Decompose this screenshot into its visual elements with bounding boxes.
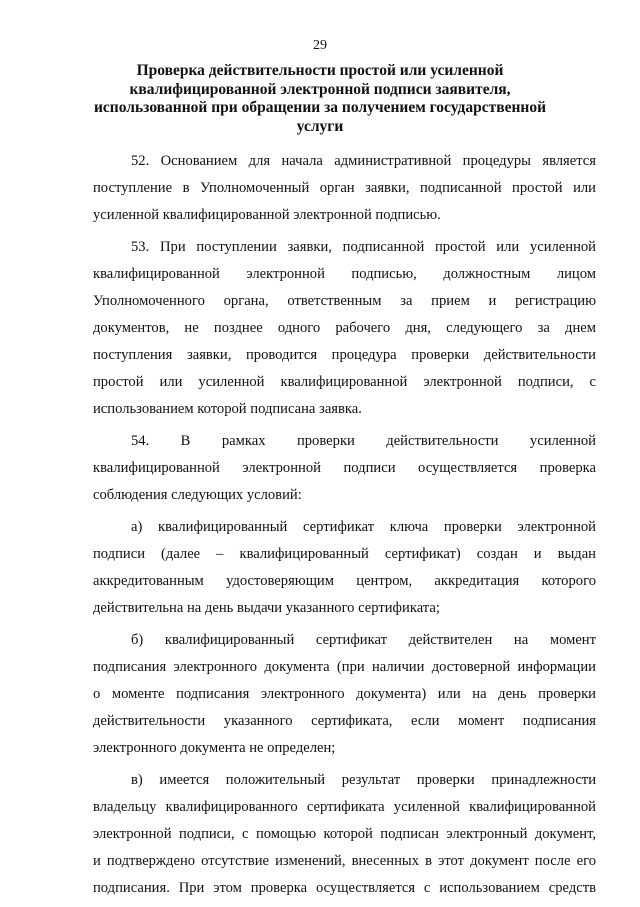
paragraph-line: квалифицированной электронной подписи осуществляется проверка	[93, 460, 596, 476]
paragraph-line: поступления заявки, проводится процедура проверки действительности	[93, 347, 596, 363]
paragraph	[93, 428, 596, 509]
page-number: 29	[313, 38, 327, 53]
heading-line: Проверка действительности простой или усиленной	[136, 62, 504, 79]
paragraph-line: владельцу квалифицированного сертификата усиленной квалифицированной	[93, 799, 596, 815]
paragraph-line: 52. Основанием для начала административной процедуры является	[131, 153, 596, 169]
paragraph-line: 54. В рамках проверки действительности усиленной	[131, 433, 596, 449]
paragraph-line: и подтверждено отсутствие изменений, внесенных в этот документ после его	[93, 853, 596, 869]
paragraph-line: электронного документа не определен;	[93, 740, 336, 756]
paragraph-line: действительности указанного сертификата, если момент подписания	[93, 713, 596, 729]
paragraph-line: усиленной квалифицированной электронной подписью.	[93, 207, 441, 223]
paragraph-line: простой или усиленной квалифицированной электронной подписи, с	[93, 374, 596, 390]
paragraph-line: документов, не позднее одного рабочего дня, следующего за днем	[93, 320, 596, 336]
paragraph-line: поступление в Уполномоченный орган заявки, подписанной простой или	[93, 180, 596, 196]
paragraph-line: а) квалифицированный сертификат ключа проверки электронной	[131, 519, 596, 535]
heading-line: квалифицированной электронной подписи заявителя,	[129, 80, 511, 98]
paragraph	[93, 767, 596, 902]
heading-line: услуги	[296, 117, 344, 135]
paragraph-line: действительна на день выдачи указанного сертификата;	[93, 600, 440, 616]
section-heading	[90, 62, 550, 136]
paragraph	[93, 234, 596, 423]
paragraph-line: в) имеется положительный результат проверки принадлежности	[131, 772, 596, 788]
paragraph-line: квалифицированной электронной подписью, должностным лицом	[93, 266, 596, 282]
paragraph	[93, 148, 596, 229]
paragraph-line: соблюдения следующих условий:	[93, 487, 302, 503]
paragraph-line: о моменте подписания электронного документа) или на день проверки	[93, 686, 596, 702]
paragraph-line: подписи (далее – квалифицированный сертификат) создан и выдан	[93, 546, 596, 562]
paragraph-line: аккредитованным удостоверяющим центром, аккредитация которого	[93, 573, 596, 589]
paragraph	[93, 627, 596, 762]
paragraph-line: 53. При поступлении заявки, подписанной простой или усиленной	[131, 239, 596, 255]
paragraph	[93, 514, 596, 622]
body-text	[93, 148, 596, 907]
paragraph-line: б) квалифицированный сертификат действителен на момент	[131, 632, 596, 648]
heading-line: использованной при обращении за получением государственной	[94, 99, 546, 116]
paragraph-line: подписания электронного документа (при наличии достоверной информации	[93, 659, 596, 675]
paragraph-line: Уполномоченного органа, ответственным за прием и регистрацию	[93, 293, 596, 309]
paragraph-line: электронной подписи, с помощью которой подписан электронный документ,	[93, 826, 596, 842]
paragraph-line: подписания. При этом проверка осуществляется с использованием средств	[93, 880, 596, 896]
paragraph-line: использованием которой подписана заявка.	[93, 401, 362, 417]
